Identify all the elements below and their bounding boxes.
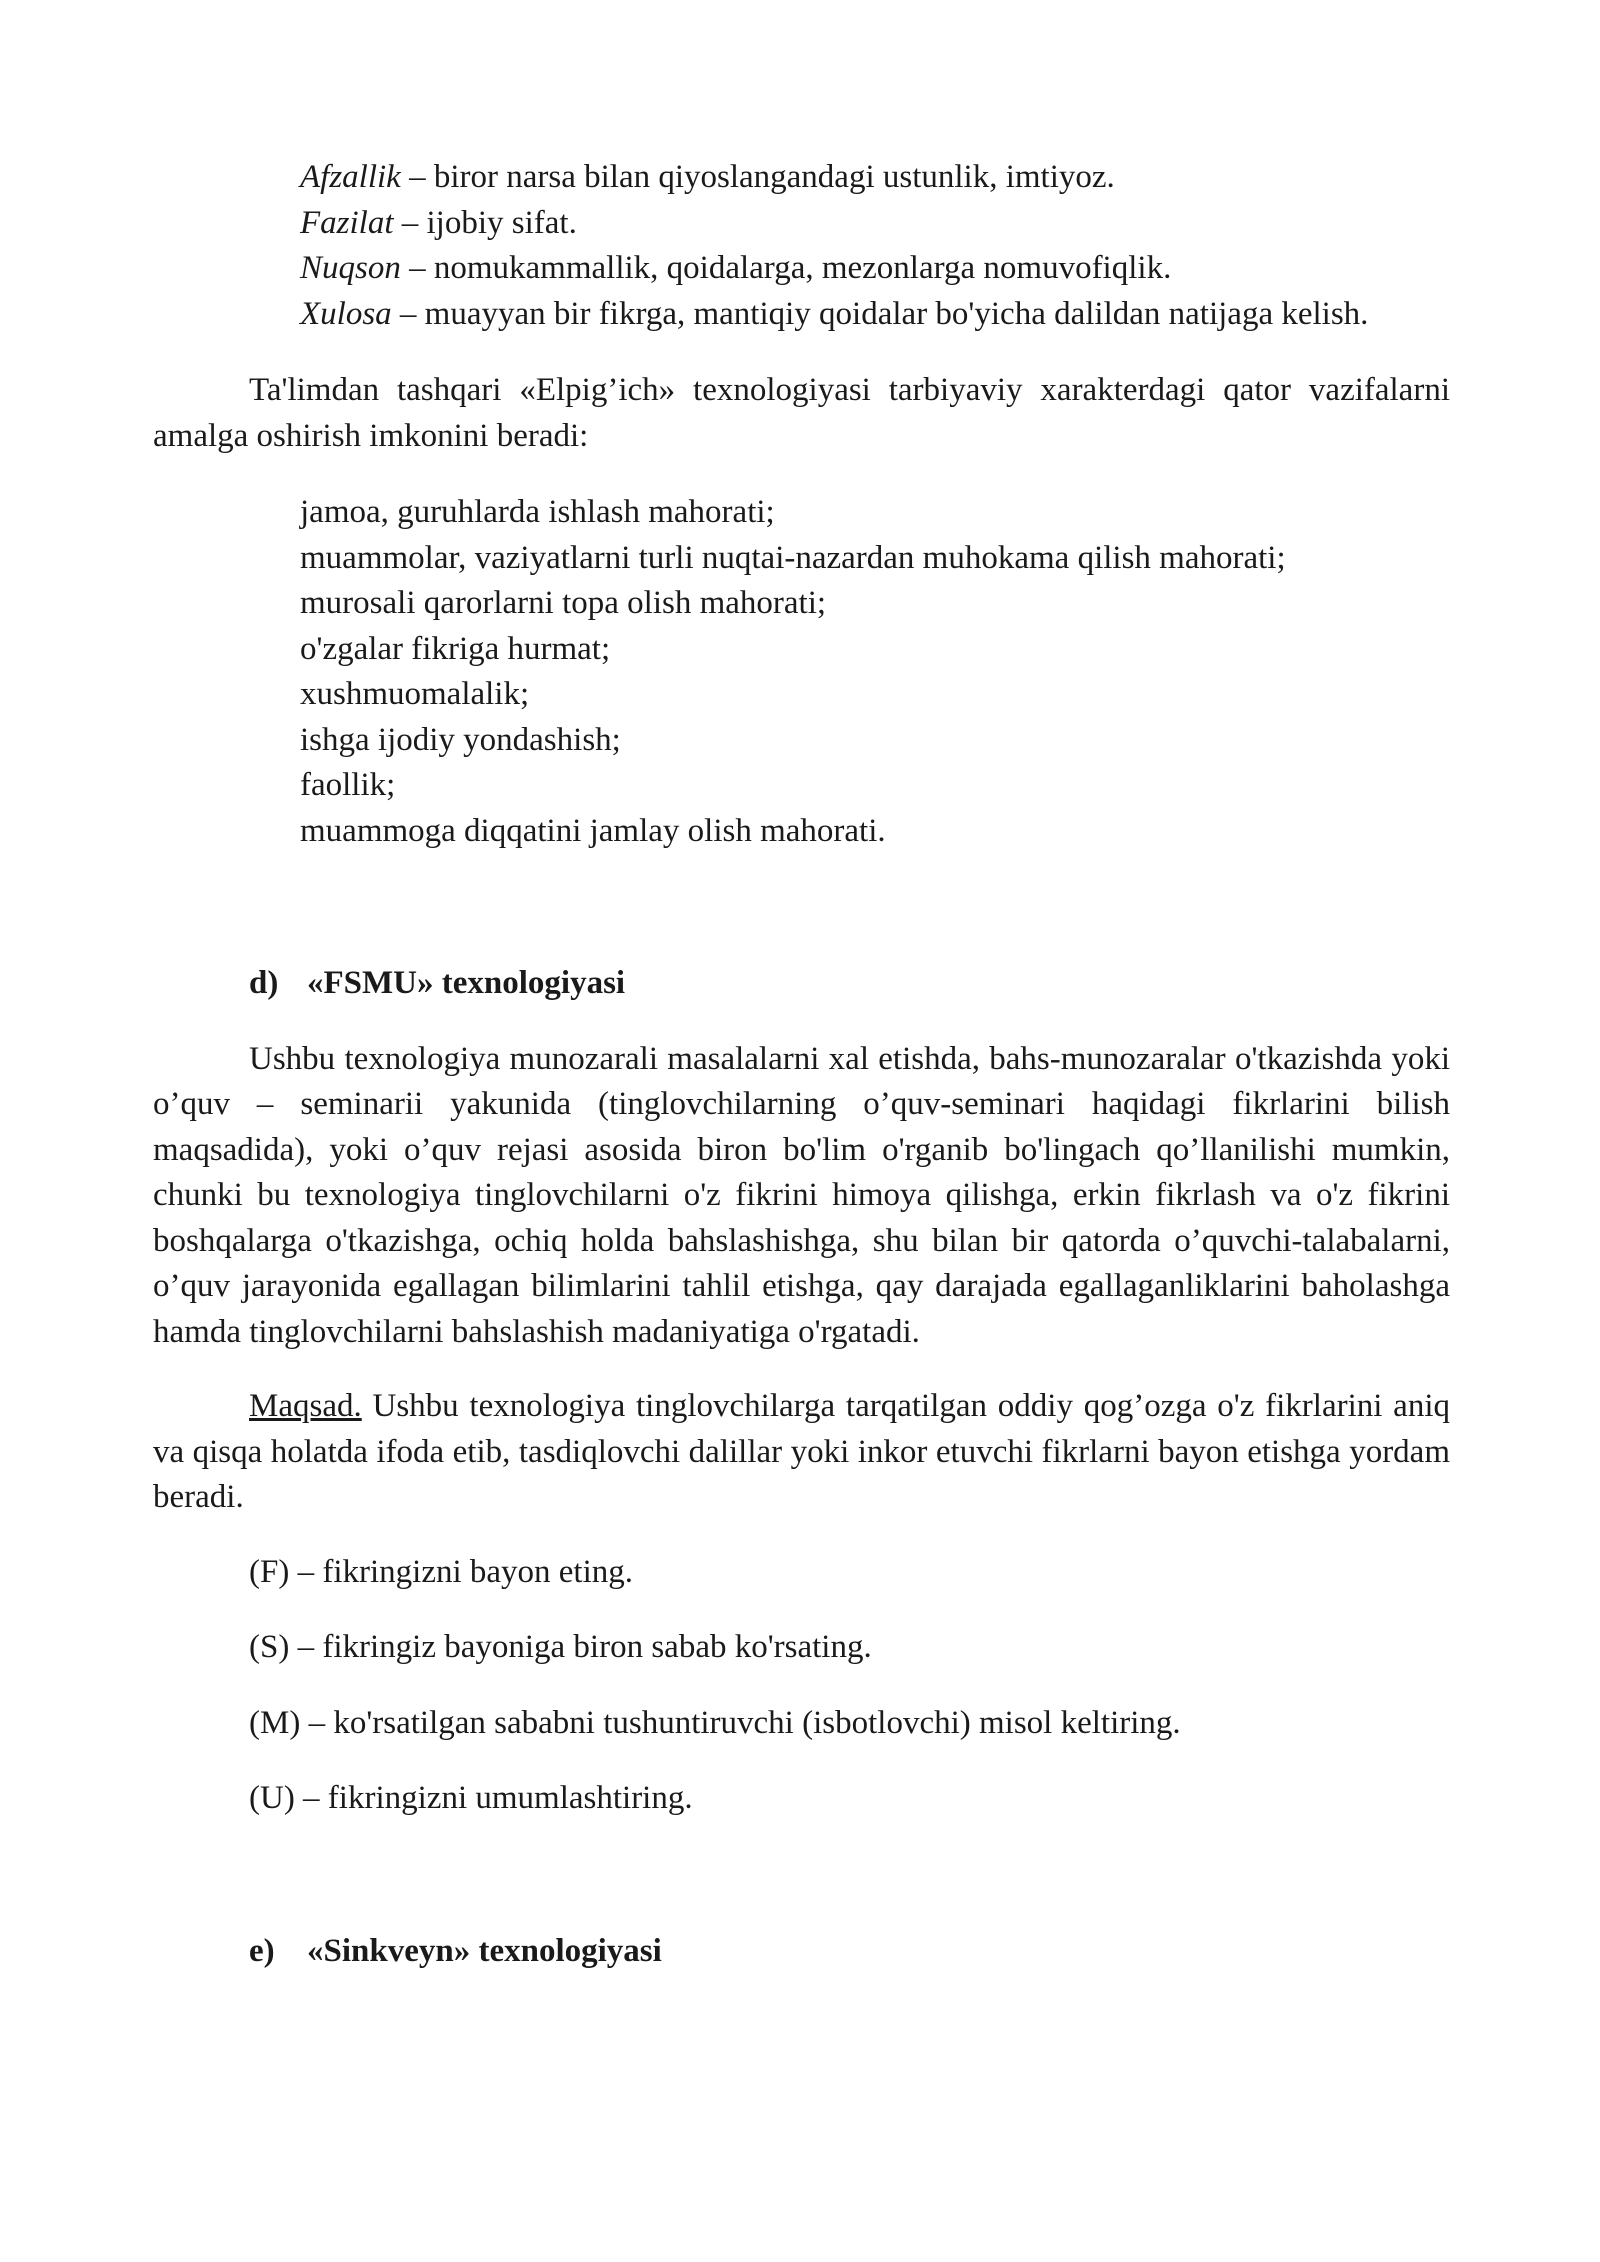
list-item: muammolar, vaziyatlarni turli nuqtai-nazardan muhokama qilish mahorati; xyxy=(300,539,1286,576)
intro-paragraph: Ta'limdan tashqari «Elpig’ich» texnologiyasi tarbiyaviy xarakterdagi qator vazifalarni amalga oshirish imkonini beradi: xyxy=(153,372,1450,454)
document-page xyxy=(153,155,1450,1974)
skills-list xyxy=(300,490,1450,854)
section-title: «Sinkveyn» texnologiyasi xyxy=(307,1932,662,1969)
list-item: ishga ijodiy yondashish; xyxy=(300,721,621,758)
list-item: faollik; xyxy=(300,767,396,803)
fsmu-step-f: (F) – fikringizni bayon eting. xyxy=(249,1553,634,1590)
definition-xulosa xyxy=(153,292,1450,338)
definition-afzallik xyxy=(153,155,1450,201)
section-d-heading xyxy=(249,961,1450,1007)
definition-fazilat xyxy=(153,201,1450,247)
definition-text: – biror narsa bilan qiyoslangandagi ustunlik, imtiyoz. xyxy=(400,159,1115,195)
goal-label: Maqsad. xyxy=(249,1388,362,1424)
list-item: jamoa, guruhlarda ishlash mahorati; xyxy=(300,494,775,530)
list-item: xushmuomalalik; xyxy=(300,676,530,712)
definition-term: Nuqson xyxy=(300,250,401,286)
section-e-heading xyxy=(249,1929,1450,1975)
definition-text: – nomukammallik, qoidalarga, mezonlarga nomuvofiqlik. xyxy=(400,250,1172,286)
definition-text: – ijobiy sifat. xyxy=(393,204,577,241)
fsmu-step-s: (S) – fikringiz bayoniga biron sabab ko'rsating. xyxy=(249,1629,872,1665)
definition-term: Afzallik xyxy=(300,159,401,195)
goal-text: Ushbu texnologiya tinglovchilarga tarqatilgan oddiy qog’ozga o'z fikrlarini aniq va qisqa holatda ifoda etib, tasdiqlovchi dalillar yoki inkor etuvchi fikrlarni bayon etishga yordam beradi. xyxy=(153,1388,1450,1515)
section-letter: e) xyxy=(249,1932,275,1969)
definition-term: Xulosa xyxy=(300,295,392,332)
section-d-paragraph: Ushbu texnologiya munozarali masalalarni xal etishda, bahs-munozaralar o'tkazishda yoki o’quv – seminarii yakunida (tinglovchilarning o’quv-seminari haqidagi fikrlarini bilish maqsadida), yoki o’quv rejasi asosida biron bo'lim o'rganib bo'lingach qo’llanilishi mumkin, chunki bu texnologiya tinglovchilarni o'z fikrini himoya qilishga, erkin fikrlash va o'z fikrini boshqalarga o'tkazishga, ochiq holda bahslashishga, shu bilan bir qatorda o’quvchi-talabalarni, o’quv jarayonida egallagan bilimlarini tahlil etishga, qay darajada egallaganliklarini baholashga hamda tinglovchilarni bahslashish madaniyatiga o'rgatadi. xyxy=(153,1040,1450,1350)
list-item: muammoga diqqatini jamlay olish mahorati. xyxy=(300,812,886,849)
section-title: «FSMU» texnologiyasi xyxy=(307,965,626,1001)
list-item: o'zgalar fikriga hurmat; xyxy=(300,630,611,667)
definition-nuqson xyxy=(153,246,1450,292)
list-item: murosali qarorlarni topa olish mahorati; xyxy=(300,585,827,621)
goal-paragraph xyxy=(153,1384,1450,1521)
fsmu-step-m: (M) – ko'rsatilgan sababni tushuntiruvchi (isbotlovchi) misol keltiring. xyxy=(249,1704,1181,1741)
definition-text: – muayyan bir fikrga, mantiqiy qoidalar bo'yicha dalildan natijaga kelish. xyxy=(391,295,1369,332)
fsmu-step-u: (U) – fikringizni umumlashtiring. xyxy=(249,1780,693,1816)
definition-term: Fazilat xyxy=(300,204,394,241)
section-letter: d) xyxy=(249,965,279,1001)
